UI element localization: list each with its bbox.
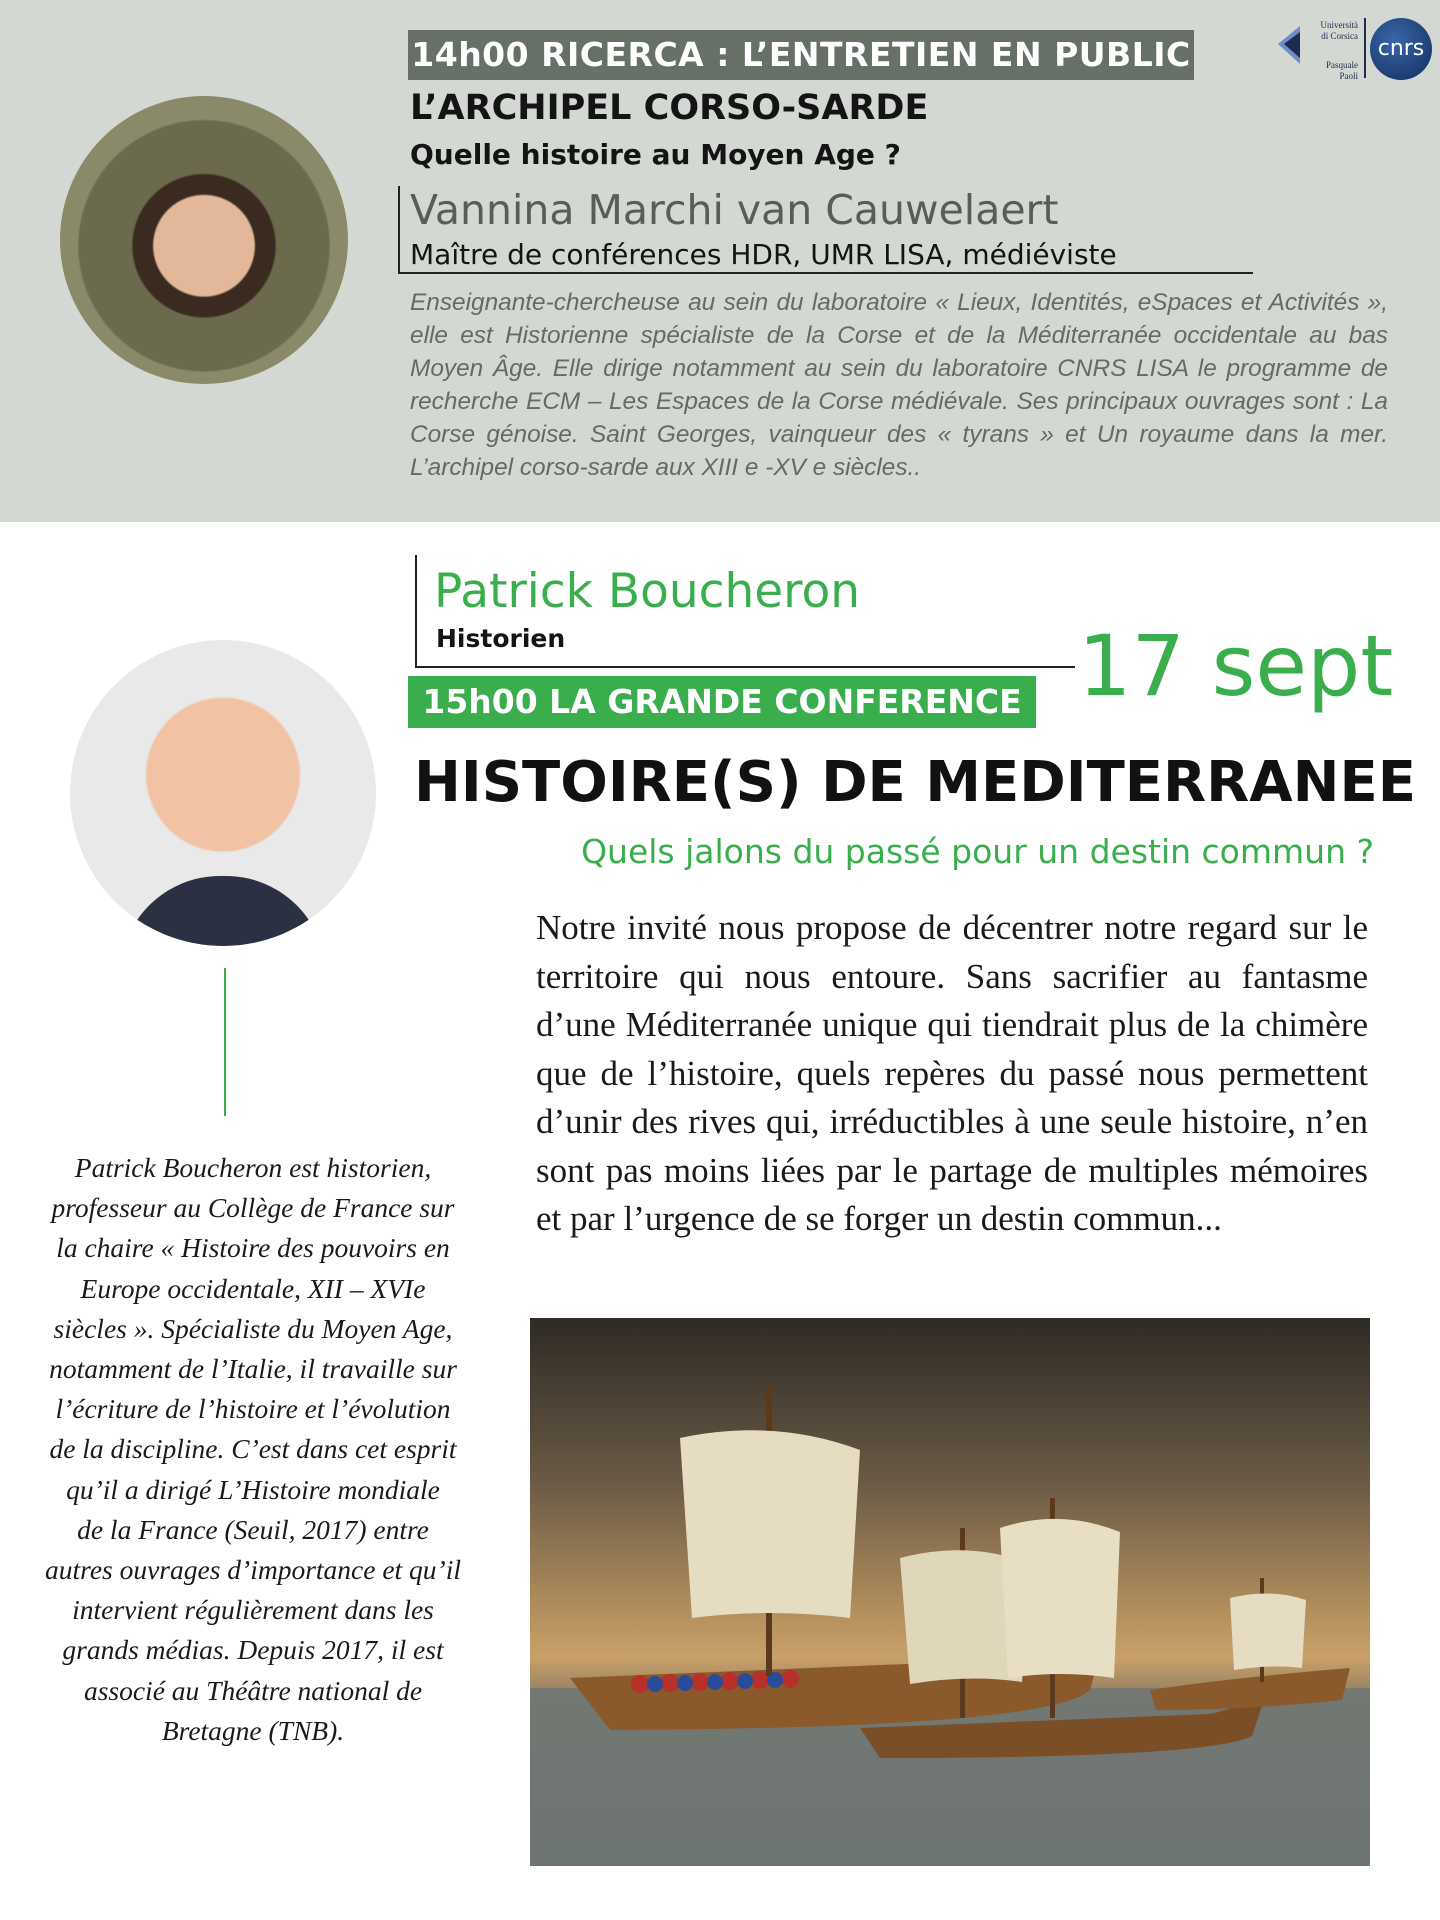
- session1-speaker-role: Maître de conférences HDR, UMR LISA, médiéviste: [410, 238, 1117, 271]
- session2-speaker-bio: [22, 1148, 484, 1751]
- bio-line: Patrick Boucheron est historien,: [74, 1152, 432, 1183]
- ancient-ships-illustration: [530, 1318, 1370, 1866]
- session1-speaker-name: Vannina Marchi van Cauwelaert: [410, 186, 1059, 234]
- university-logo: [1270, 20, 1358, 80]
- session2-time-tag: 15h00 LA GRANDE CONFERENCE: [408, 676, 1036, 728]
- session1-time-tag: 14h00 RICERCA : L’ENTRETIEN EN PUBLIC: [408, 30, 1194, 80]
- bio-line: intervient régulièrement dans les: [72, 1594, 434, 1626]
- session1-title: L’ARCHIPEL CORSO-SARDE: [410, 88, 929, 128]
- bio-line: Bretagne (TNB).: [161, 1714, 345, 1746]
- bio-line: professeur au Collège de France sur: [51, 1192, 455, 1224]
- university-logo-line: Pasquale: [1326, 60, 1358, 70]
- divider-horizontal: [415, 666, 1075, 668]
- green-divider: [224, 968, 226, 1116]
- bio-line: qu’il a dirigé L’Histoire mondiale: [66, 1473, 440, 1505]
- ships-drawing: [530, 1318, 1370, 1866]
- bio-line: autres ouvrages d’importance et qu’il: [45, 1554, 461, 1586]
- session1-speaker-bio: Enseignante-chercheuse au sein du laboratoire « Lieux, Identités, eSpaces et Activités », elle est Historienne spécialiste de la Corse et de la Méditerranée occidentale au bas Moyen Âge. Elle dirige notamment au sein du laboratoire CNRS LISA le programme de recherche ECM – Les Espaces de la Corse médiévale. Ses principaux ouvrages sont : La Corse génoise. Saint Georges, vainqueur des « tyrans » et Un royaume dans la mer. L’archipel corso-sarde aux XIII e -XV e siècles..: [410, 289, 1388, 481]
- bio-line: la chaire « Histoire des pouvoirs en: [56, 1232, 450, 1264]
- bio-line: Europe occidentale, XII – XVIe: [80, 1272, 426, 1304]
- university-logo-line: Paoli: [1339, 71, 1358, 81]
- divider-vertical: [398, 186, 400, 272]
- session2-speaker-role: Historien: [436, 624, 566, 653]
- university-logo-line: Università: [1320, 20, 1358, 30]
- divider-horizontal: [398, 272, 1253, 274]
- cnrs-logo: cnrs: [1370, 18, 1432, 80]
- event-date: 17 sept: [1078, 617, 1394, 715]
- bio-line: notamment de l’Italie, il travaille sur: [49, 1353, 457, 1385]
- session2-title: HISTOIRE(S) DE MEDITERRANEE: [414, 750, 1417, 815]
- speaker-portrait-boucheron: [70, 640, 376, 946]
- session1-subtitle: Quelle histoire au Moyen Age ?: [410, 138, 901, 171]
- bio-line: associé au Théâtre national de: [83, 1674, 423, 1706]
- bio-line: l’écriture de l’histoire et l’évolution: [55, 1393, 451, 1425]
- session2-speaker-name: Patrick Boucheron: [434, 564, 861, 619]
- logo-divider: [1364, 18, 1366, 78]
- bio-line: siècles ». Spécialiste du Moyen Age,: [53, 1312, 453, 1344]
- university-logo-line: di Corsica: [1321, 31, 1358, 41]
- divider-vertical: [415, 555, 417, 667]
- speaker-portrait-vannina: [60, 96, 348, 384]
- bio-line: de la France (Seuil, 2017) entre: [77, 1513, 429, 1545]
- bio-line: grands médias. Depuis 2017, il est: [62, 1634, 444, 1666]
- bio-line: de la discipline. C’est dans cet esprit: [49, 1433, 457, 1465]
- session2-description: Notre invité nous propose de décentrer notre regard sur le territoire qui nous entoure. Sans sacrifier au fantasme d’une Méditerranée unique qui tiendrait plus de la chimère que de l’histoire, quels repères du passé nous permettent d’unir des rives qui, irréductibles à une seule histoire, n’en sont pas moins liées par le partage de multiples mémoires et par l’urgence de se forger un destin commun...: [536, 908, 1368, 1238]
- session2-subtitle: Quels jalons du passé pour un destin commun ?: [581, 832, 1374, 871]
